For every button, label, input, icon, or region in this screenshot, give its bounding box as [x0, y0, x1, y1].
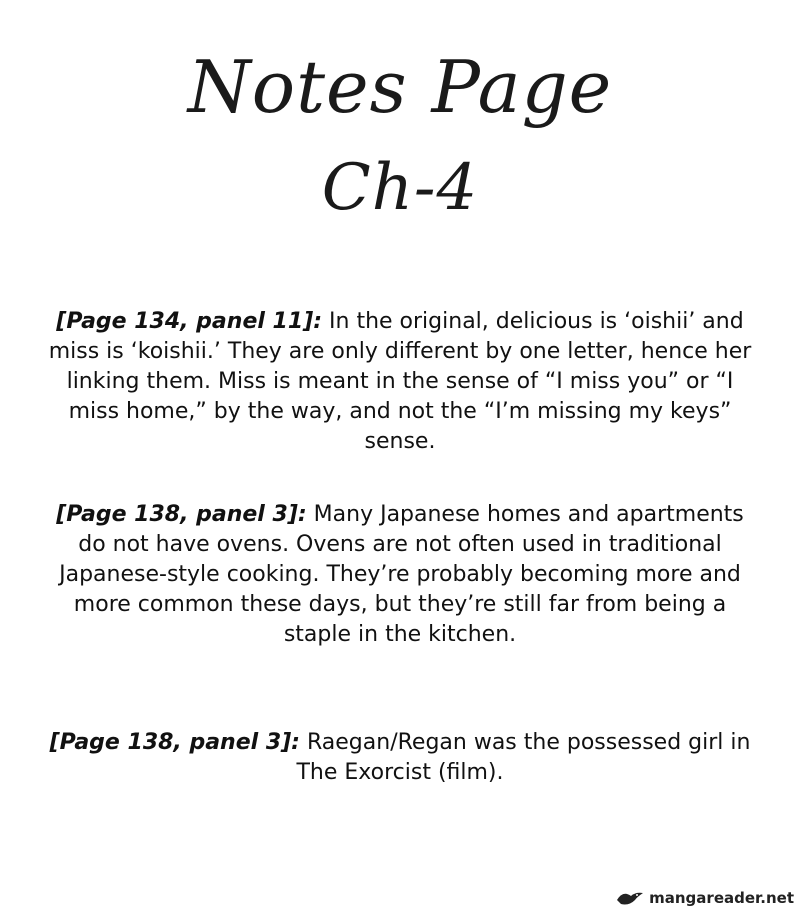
note-reference: [Page 134, panel 11]: [56, 309, 323, 334]
note-item [40, 500, 760, 650]
note-reference: [Page 138, panel 3]: [49, 730, 300, 755]
note-text: In the original, delicious is ‘oishii’ and miss is ‘koishii.’ They are only different by one letter, hence her linking them. Miss is meant in the sense of “I miss you” or “I miss home,” by the way, and not the “I’m missing my keys” sense. [48, 309, 752, 454]
note-reference: [Page 138, panel 3]: [56, 502, 307, 527]
page-title: Notes Page [187, 45, 613, 129]
chapter-title: Ch-4 [321, 151, 479, 225]
watermark [615, 888, 794, 908]
bird-logo-icon [615, 888, 645, 908]
note-text: Raegan/Regan was the possessed girl in The Exorcist (film). [296, 730, 751, 785]
note-item [40, 307, 760, 457]
watermark-text: mangareader.net [649, 889, 794, 907]
note-text: Many Japanese homes and apartments do not have ovens. Ovens are not often used in traditional Japanese-style cooking. They’re probably becoming more and more common these days, but they’re still far from being a staple in the kitchen. [59, 502, 744, 647]
note-item [40, 728, 760, 788]
